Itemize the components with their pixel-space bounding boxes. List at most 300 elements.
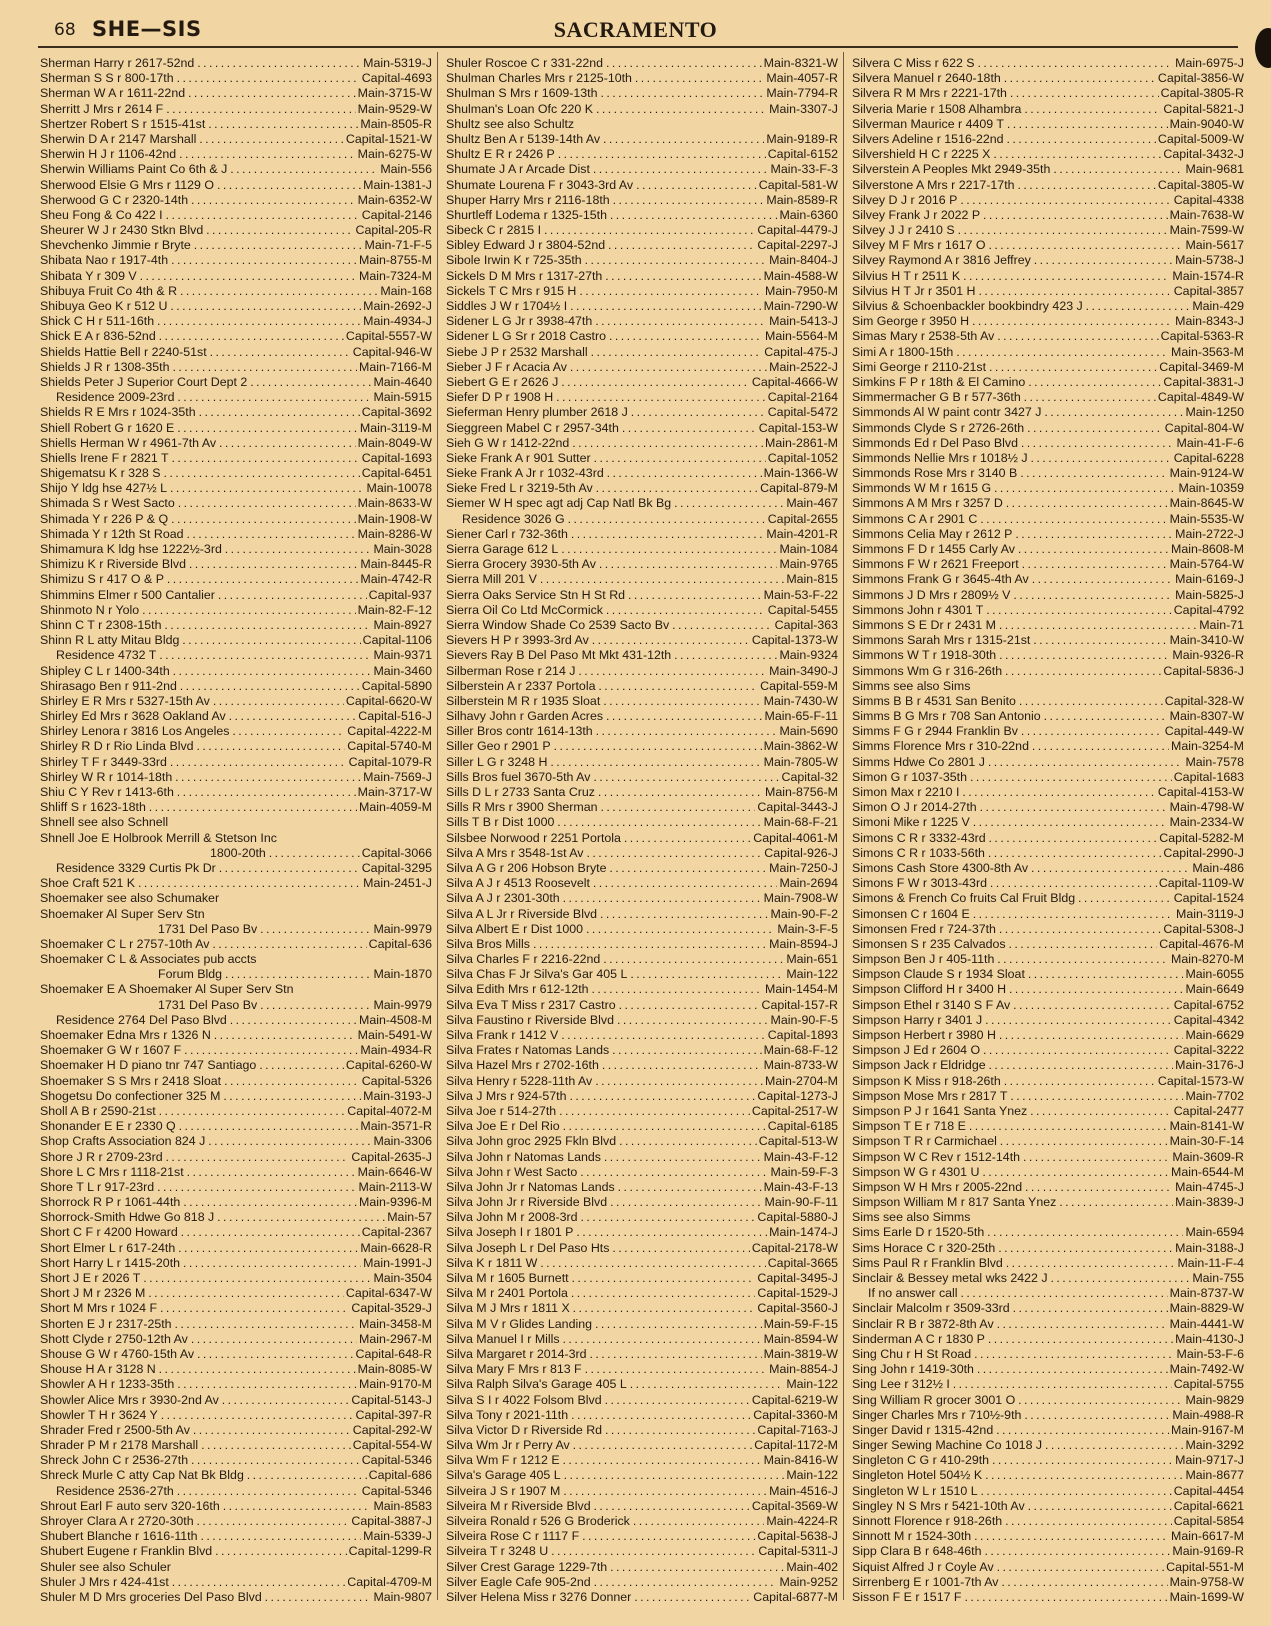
listing-phone: Main-755 — [1192, 1271, 1244, 1285]
listing-entry — [852, 739, 1244, 754]
listing-entry — [446, 739, 838, 754]
listing-name: Sickels T C Mrs r 915 H . . . — [446, 284, 763, 299]
listing-entry — [852, 542, 1244, 557]
listing-name: Sims Earle D r 1520-5th . . . — [852, 1225, 1183, 1240]
listing-name: Silva John M r 2008-3rd . . . — [446, 1210, 755, 1225]
listing-entry — [852, 375, 1244, 390]
listing-entry — [852, 117, 1244, 132]
listing-entry — [40, 1256, 432, 1271]
listing-phone: Main-651 — [786, 952, 838, 967]
listing-name: Silva J Mrs r 924-57th . . . — [446, 1089, 755, 1104]
listing-name: Shultz Ben A r 5139-14th Av . . . — [446, 132, 764, 147]
listing-name: Simms Hdwe Co 2801 J . . . — [852, 755, 1183, 770]
listing-name: Silva Manuel I r Mills . . . — [446, 1332, 762, 1347]
listing-name: Silva Victor D r Riverside Rd . . . — [446, 1423, 755, 1438]
listing-phone: Capital-5363-R — [1160, 329, 1244, 344]
listing-name: Silva Mary F Mrs r 813 F . . . — [446, 1362, 767, 1377]
listing-phone: Capital-3529-J — [351, 1301, 432, 1316]
listing-phone: Main-7290-W — [763, 299, 838, 313]
listing-entry — [852, 755, 1244, 770]
listing-phone: Main-8854-J — [769, 1362, 838, 1377]
listing-entry — [446, 238, 838, 253]
listing-name: Simpson K Miss r 918-26th . . . — [852, 1074, 1156, 1089]
listing-entry — [40, 1301, 432, 1316]
listing-name: Silva John r West Sacto . . . — [446, 1165, 769, 1180]
listing-entry — [852, 967, 1244, 982]
listing-phone: Main-1908-W — [357, 511, 432, 526]
listing-name: Silvey M F Mrs r 1617 O . . . — [852, 238, 1183, 253]
listing-entry — [852, 1468, 1244, 1483]
listing-name: Shroyer Clara A r 2720-30th . . . — [40, 1514, 349, 1529]
listing-phone: Capital-4849-W — [1157, 390, 1244, 405]
listing-phone: Main-6594 — [1185, 1225, 1244, 1240]
listing-phone: Capital-6621 — [1173, 1498, 1244, 1513]
listing-entry — [40, 436, 432, 451]
listing-entry — [852, 633, 1244, 648]
listing-entry — [446, 253, 838, 268]
listing-entry — [40, 633, 432, 648]
listing-name: Simonsen S r 235 Calvados . . . — [852, 937, 1157, 952]
listing-phone: Capital-3805-W — [1157, 177, 1244, 192]
listing-entry — [446, 1058, 838, 1073]
listing-name: Silva S I r 4022 Folsom Blvd . . . — [446, 1393, 750, 1408]
listing-entry — [446, 1225, 838, 1240]
listing-name: Simpson P J r 1641 Santa Ynez . . . — [852, 1104, 1172, 1119]
listing-phone: Main-2694 — [779, 876, 838, 891]
listing-entry — [40, 253, 432, 268]
listing-name: Simms see also Sims — [852, 678, 971, 693]
listing-name: Sim George r 3950 H . . . — [852, 314, 1173, 329]
listing-entry — [40, 861, 432, 876]
listing-name: Shliff S r 1623-18th . . . — [40, 800, 357, 815]
listing-name: Simmons Frank G r 3645-4th Av . . . — [852, 572, 1173, 587]
listing-entry — [40, 269, 432, 284]
listing-phone: Main-168 — [380, 283, 432, 298]
listing-name: Residence 3329 Curtis Pk Dr . . . — [56, 861, 360, 876]
listing-entry — [446, 1377, 838, 1392]
listing-phone: Capital-686 — [368, 1468, 432, 1483]
listing-entry — [446, 724, 838, 739]
listing-name: Simmonds Al W paint contr 3427 J . . . — [852, 405, 1183, 420]
listing-phone: Capital-3560-J — [757, 1301, 838, 1316]
listing-name: Shurtleff Lodema r 1325-15th . . . — [446, 208, 777, 223]
listing-phone: Capital-3831-J — [1163, 374, 1244, 389]
listing-phone: Main-8085-W — [357, 1362, 432, 1377]
listing-entry — [40, 1028, 432, 1043]
listing-name: Shorrock R P r 1061-44th . . . — [40, 1195, 357, 1210]
listing-name: Shoemaker see also Schumaker — [40, 891, 220, 906]
listing-entry — [40, 360, 432, 375]
listing-phone: Main-8756-M — [765, 785, 838, 799]
listing-name: Shoe Craft 521 K . . . — [40, 876, 361, 891]
listing-name: Sherwin Williams Paint Co 6th & J . . . — [40, 162, 378, 177]
listing-entry — [852, 1074, 1244, 1089]
listing-name: Shreck Murle C atty Cap Nat Bk Bldg . . . — [40, 1468, 367, 1483]
listing-phone: Main-30-F-14 — [1169, 1134, 1244, 1149]
listing-entry — [40, 1119, 432, 1134]
listing-name: Silva A L Jr r Riverside Blvd . . . — [446, 907, 769, 922]
listing-entry — [852, 466, 1244, 481]
listing-name: Shimmins Elmer r 500 Cantalier . . . — [40, 588, 367, 603]
listing-entry — [40, 329, 432, 344]
listing-phone: Main-5319-J — [363, 56, 432, 70]
listing-name: Short C F r 4200 Howard . . . — [40, 1225, 360, 1240]
listing-entry — [446, 284, 838, 299]
listing-phone: Capital-3443-J — [757, 800, 838, 815]
listing-name: Showler T H r 3624 Y . . . — [40, 1408, 354, 1423]
listing-phone: Capital-6219-W — [751, 1392, 838, 1407]
listing-name: Silva A G r 206 Hobson Bryte . . . — [446, 861, 767, 876]
listing-phone: Main-429 — [1192, 299, 1244, 313]
listing-phone: Main-8589-R — [766, 192, 838, 207]
listing-phone: Capital-5854 — [1173, 1514, 1244, 1528]
listing-name: Simmons W T r 1918-30th . . . — [852, 648, 1170, 663]
listing-entry — [40, 238, 432, 253]
listing-phone: Main-4516-J — [769, 1483, 838, 1498]
listing-name: Shuler see also Schuler — [40, 1559, 171, 1574]
listing-name: Shertzer Robert S r 1515-41st . . . — [40, 117, 358, 132]
listing-entry — [40, 1104, 432, 1119]
listing-entry — [40, 1013, 432, 1028]
listing-name: Shipley C L r 1400-34th . . . — [40, 664, 371, 679]
listing-phone: Main-5339-J — [363, 1529, 432, 1544]
listing-entry — [852, 390, 1244, 405]
listing-entry — [446, 937, 838, 952]
listing-phone: Main-8927 — [373, 617, 432, 632]
listing-phone: Capital-449-W — [1164, 724, 1244, 739]
listing-entry — [446, 603, 838, 618]
listing-entry — [40, 1408, 432, 1423]
listing-phone: Capital-4479-J — [757, 223, 838, 238]
listing-name: Sims Paul R r Franklin Blvd . . . — [852, 1256, 1175, 1271]
listing-name: Silvius & Schoenbackler bookbindry 423 J . . . — [852, 299, 1190, 314]
listing-entry — [852, 1423, 1244, 1438]
listing-name: Sims Horace C r 320-25th . . . — [852, 1241, 1173, 1256]
listing-entry — [446, 162, 838, 177]
listing-entry — [446, 967, 838, 982]
listing-phone: Capital-5311-J — [758, 1544, 838, 1559]
listing-name: Short M Mrs r 1024 F . . . — [40, 1301, 349, 1316]
listing-entry — [446, 481, 838, 496]
listing-entry — [446, 982, 838, 997]
listing-entry — [446, 466, 838, 481]
listing-name: Silva Edith Mrs r 612-12th . . . — [446, 982, 763, 997]
listing-entry — [446, 1362, 838, 1377]
listing-phone: Main-6629 — [1185, 1028, 1244, 1042]
listing-phone: Main-8608-M — [1171, 542, 1244, 556]
listing-phone: Main-9189-R — [766, 131, 838, 146]
listing-entry — [40, 1225, 432, 1240]
listing-entry — [446, 117, 838, 132]
listing-name: Shoemaker H D piano tnr 747 Santiago . . . — [40, 1058, 344, 1073]
listing-name: Silveira Ronald r 526 G Broderick . . . — [446, 1514, 764, 1529]
listing-entry — [446, 208, 838, 223]
listing-phone: Capital-3857 — [1173, 283, 1244, 298]
listing-entry — [40, 922, 432, 937]
listing-phone: Main-3410-W — [1169, 633, 1244, 648]
listing-phone: Main-7599-W — [1169, 223, 1244, 238]
listing-name: Silva Charles F r 2216-22nd . . . — [446, 952, 784, 967]
listing-name: Sherwin D A r 2147 Marshall . . . — [40, 132, 344, 147]
listing-entry — [852, 831, 1244, 846]
listing-entry — [852, 1271, 1244, 1286]
listing-name: Simmons A M Mrs r 3257 D . . . — [852, 496, 1168, 511]
listing-entry — [446, 1256, 838, 1271]
listing-entry — [40, 603, 432, 618]
listing-name: Sinderman A C r 1830 P . . . — [852, 1332, 1173, 1347]
listing-entry — [852, 1134, 1244, 1149]
listing-entry — [446, 178, 838, 193]
listing-entry — [40, 1332, 432, 1347]
listing-phone: Main-4588-W — [763, 268, 838, 283]
listing-entry — [40, 815, 432, 830]
listing-entry — [40, 527, 432, 542]
listing-phone: Main-5764-W — [1169, 557, 1244, 572]
listing-entry — [40, 208, 432, 223]
listing-phone: Capital-5472 — [767, 405, 838, 420]
listing-name: Silva M r 2401 Portola . . . — [446, 1286, 755, 1301]
listing-entry — [852, 71, 1244, 86]
listing-phone: Capital-3066 — [361, 845, 432, 860]
listing-name: Simms F G r 2944 Franklin Bv . . . — [852, 724, 1163, 739]
listing-phone: Main-43-F-12 — [763, 1149, 838, 1164]
listing-phone: Capital-4072-M — [347, 1103, 432, 1118]
listing-name: Simpson Jack r Eldridge . . . — [852, 1058, 1173, 1073]
listing-phone: Main-2113-W — [358, 1179, 432, 1194]
listing-entry — [40, 1089, 432, 1104]
listing-name: Simms Florence Mrs r 310-22nd . . . — [852, 739, 1169, 754]
listing-name: Shouse H A r 3128 N . . . — [40, 1362, 356, 1377]
listing-name: Sisson F E r 1517 F . . . — [852, 1590, 1168, 1604]
listing-phone: Capital-6451 — [361, 466, 432, 481]
listing-phone: Main-2861-M — [765, 435, 838, 450]
listing-phone: Main-7250-J — [769, 860, 838, 875]
listing-name: Shimizu S r 417 O & P . . . — [40, 572, 358, 587]
listing-name: Shields R E Mrs r 1024-35th . . . — [40, 405, 360, 420]
listing-name: Silberman Rose r 214 J . . . — [446, 664, 767, 679]
listing-name: Silva Frank r 1412 V . . . — [446, 1028, 766, 1043]
listing-phone: Main-82-F-12 — [357, 602, 432, 617]
listing-phone: Main-1366-W — [763, 466, 838, 481]
listing-phone: Main-3306 — [373, 1134, 432, 1149]
listing-entry — [446, 800, 838, 815]
listing-entry — [852, 1484, 1244, 1499]
listing-entry — [852, 800, 1244, 815]
listing-name: Shumate J A r Arcade Dist . . . — [446, 162, 769, 177]
listing-entry — [446, 952, 838, 967]
listing-entry — [40, 1362, 432, 1377]
listing-entry — [852, 1438, 1244, 1453]
listing-phone: Capital-5143-J — [351, 1392, 432, 1407]
listing-name: Simms B B r 4531 San Benito . . . — [852, 694, 1163, 709]
listing-phone: Capital-5821-J — [1163, 101, 1244, 116]
listing-phone: Main-1870 — [373, 967, 432, 982]
listing-name: Shibuya Fruit Co 4th & R . . . — [40, 284, 378, 299]
listing-name: Shogetsu Do confectioner 325 M . . . — [40, 1089, 361, 1104]
listing-name: Shiu C Y Rev r 1413-6th . . . — [40, 785, 356, 800]
listing-phone: Main-6628-R — [360, 1240, 432, 1255]
listing-phone: Main-43-F-13 — [763, 1179, 838, 1194]
listing-entry — [40, 1165, 432, 1180]
listing-phone: Main-9324 — [779, 648, 838, 663]
listing-phone: Main-6544-M — [1171, 1164, 1244, 1179]
listing-entry — [446, 831, 838, 846]
listing-name: Simmons C A r 2901 C . . . — [852, 512, 1168, 527]
listing-phone: Capital-4153-W — [1157, 785, 1244, 799]
listing-phone: Capital-4666-W — [751, 374, 838, 389]
listing-name: Residence 2536-27th . . . — [56, 1484, 360, 1499]
listing-name: Shrout Earl F auto serv 320-16th . . . — [40, 1499, 371, 1514]
listing-entry — [40, 1499, 432, 1514]
listing-entry — [446, 572, 838, 587]
listing-name: Short Elmer L r 617-24th . . . — [40, 1241, 358, 1256]
listing-entry — [446, 1408, 838, 1423]
listing-name: Singer Charles Mrs r 710½-9th . . . — [852, 1408, 1170, 1423]
listing-phone: Capital-7163-J — [757, 1422, 838, 1437]
listing-name: Shulman Charles Mrs r 2125-10th . . . — [446, 71, 764, 86]
listing-phone: Main-9529-W — [357, 101, 432, 116]
listing-entry — [446, 1013, 838, 1028]
listing-entry — [852, 284, 1244, 299]
listing-entry — [446, 891, 838, 906]
listing-phone: Capital-3887-J — [351, 1514, 432, 1528]
listing-phone: Main-9371 — [373, 648, 432, 663]
listing-name: Shirley E R Mrs r 5327-15th Av . . . — [40, 694, 344, 709]
listing-entry — [852, 238, 1244, 253]
listing-entry — [40, 178, 432, 193]
listing-entry — [852, 891, 1244, 906]
listing-entry — [446, 542, 838, 557]
listing-entry — [40, 967, 432, 982]
listing-entry — [852, 436, 1244, 451]
listing-name: Shultz E R r 2426 P . . . — [446, 147, 766, 162]
listing-phone: Main-5690 — [779, 724, 838, 739]
listing-entry — [852, 1089, 1244, 1104]
listing-name: Simons F W r 3013-43rd . . . — [852, 876, 1157, 891]
listing-phone: Capital-3692 — [361, 405, 432, 420]
listing-entry — [40, 117, 432, 132]
listing-name: Siebert G E r 2626 J . . . — [446, 375, 750, 390]
listing-name: Silvius H T r 2511 K . . . — [852, 269, 1170, 284]
listing-entry — [852, 724, 1244, 739]
listing-name: Silva John groc 2925 Fkln Blvd . . . — [446, 1134, 757, 1149]
listing-entry — [40, 299, 432, 314]
listing-name: Sills D L r 2733 Santa Cruz . . . — [446, 785, 763, 800]
listing-name: Simon O J r 2014-27th . . . — [852, 800, 1168, 815]
listing-entry — [40, 390, 432, 405]
listing-phone: Capital-636 — [368, 936, 432, 951]
listing-name: Sibeck C r 2815 I . . . — [446, 223, 755, 238]
listing-name: Shorten E J r 2317-25th . . . — [40, 1317, 357, 1332]
listing-phone: Main-9979 — [373, 997, 432, 1012]
listing-phone: Capital-5346 — [361, 1453, 432, 1468]
listing-entry — [40, 86, 432, 101]
listing-entry — [852, 208, 1244, 223]
listing-name: Simi George r 2110-21st . . . — [852, 360, 1157, 375]
listing-entry — [40, 1377, 432, 1392]
listing-name: Silva Faustino r Riverside Blvd . . . — [446, 1013, 769, 1028]
listing-name: Shirasago Ben r 911-2nd . . . — [40, 679, 360, 694]
listing-name: Simmermacher G B r 577-36th . . . — [852, 390, 1156, 405]
listing-phone: Capital-2635-J — [351, 1149, 432, 1164]
listing-phone: Capital-581-W — [758, 177, 838, 192]
listing-name: Sievers Ray B Del Paso Mt Mkt 431-12th . . . — [446, 648, 777, 663]
listing-phone: Capital-1373-W — [751, 633, 838, 648]
listing-entry — [446, 1317, 838, 1332]
listing-name: Simpson W G r 4301 U . . . — [852, 1165, 1169, 1180]
listing-phone: Main-6649 — [1185, 982, 1244, 997]
listing-phone: Main-5413-J — [769, 314, 838, 329]
listing-phone: Main-4742-R — [360, 572, 432, 587]
listing-phone: Capital-937 — [368, 587, 432, 602]
listing-name: Singleton W L r 1510 L . . . — [852, 1484, 1172, 1499]
listing-phone: Main-8737-W — [1169, 1286, 1244, 1301]
listing-entry — [852, 1514, 1244, 1529]
listing-entry — [446, 496, 838, 511]
listing-phone: Capital-5346 — [361, 1483, 432, 1498]
listing-name: Shick C H r 511-16th . . . — [40, 314, 361, 329]
listing-name: Silva John Jr r Riverside Blvd . . . — [446, 1195, 763, 1210]
listing-phone: Main-68-F-21 — [763, 815, 838, 830]
listing-name: Siquist Alfred J r Coyle Av . . . — [852, 1560, 1164, 1575]
listing-entry — [852, 588, 1244, 603]
listing-entry — [40, 937, 432, 952]
listing-phone: Main-6352-W — [357, 192, 432, 207]
header-rule — [38, 46, 1238, 48]
listing-phone: Main-3819-W — [763, 1346, 838, 1361]
listing-entry — [40, 739, 432, 754]
listing-entry — [852, 1560, 1244, 1575]
listing-name: Silvey J J r 2410 S . . . — [852, 223, 1168, 238]
page-range: SHE—SIS — [92, 17, 202, 41]
listing-phone: Capital-6620-W — [345, 693, 432, 708]
listing-name: Siener Carl r 732-36th . . . — [446, 527, 764, 542]
listing-entry — [446, 1453, 838, 1468]
listing-entry — [446, 1468, 838, 1483]
listing-phone: Main-8307-W — [1169, 709, 1244, 724]
listing-phone: Main-90-F-2 — [770, 906, 838, 921]
listing-phone: Main-7166-M — [359, 359, 432, 374]
listing-name: Silva M J Mrs r 1811 X . . . — [446, 1301, 755, 1316]
listing-name: Simkins F P r 18th & El Camino . . . — [852, 375, 1161, 390]
listing-name: Silveira J S r 1907 M . . . — [446, 1484, 767, 1499]
listing-entry — [852, 1575, 1244, 1590]
listing-phone: Capital-4792 — [1173, 602, 1244, 617]
listing-name: Shoemaker Al Super Serv Stn — [40, 906, 205, 921]
directory-column-2 — [446, 56, 838, 1604]
listing-name: Simmons F D r 1455 Carly Av . . . — [852, 542, 1169, 557]
listing-entry — [852, 178, 1244, 193]
listing-phone: Capital-4454 — [1173, 1483, 1244, 1498]
listing-entry — [446, 345, 838, 360]
listing-entry — [40, 102, 432, 117]
listing-name: Shuper Harry Mrs r 2116-18th . . . — [446, 193, 764, 208]
listing-entry — [40, 162, 432, 177]
listing-name: Simmonds Clyde S r 2726-26th . . . — [852, 421, 1163, 436]
listing-entry — [852, 952, 1244, 967]
listing-entry — [852, 193, 1244, 208]
listing-entry — [40, 907, 432, 922]
listing-entry — [852, 846, 1244, 861]
listing-entry — [852, 223, 1244, 238]
listing-entry — [40, 1484, 432, 1499]
listing-phone: Main-9326-R — [1172, 648, 1244, 663]
listing-phone: Main-402 — [786, 1559, 838, 1574]
listing-name: Silberstein A r 2337 Portola . . . — [446, 679, 758, 694]
listing-entry — [446, 1180, 838, 1195]
listing-entry — [40, 1438, 432, 1453]
listing-name: Silva Eva T Miss r 2317 Castro . . . — [446, 998, 760, 1013]
